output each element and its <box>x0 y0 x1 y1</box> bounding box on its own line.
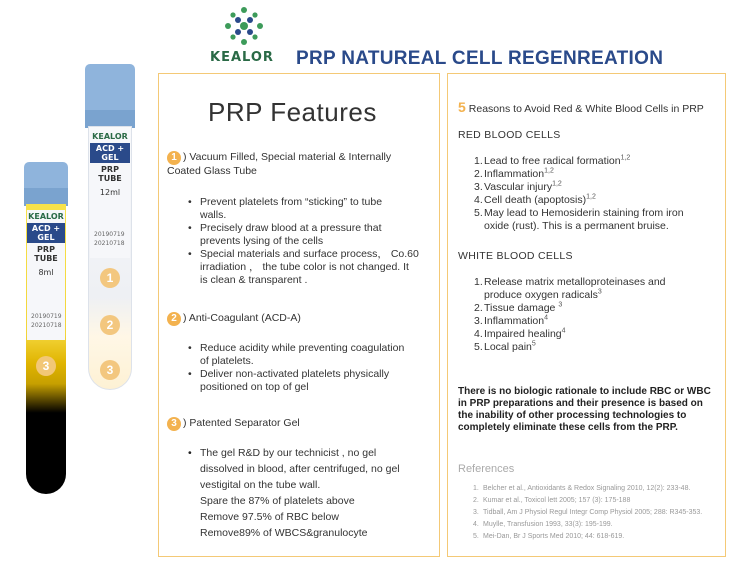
section-3-heading-text: ) Patented Separator Gel <box>183 417 300 429</box>
item-number: 5. <box>474 207 483 219</box>
bullet-text: Precisely draw blood at a pressure that <box>200 222 382 234</box>
small-tube-brand: KEALOR <box>28 212 64 221</box>
bullet-text: Special materials and surface process， Co.60 <box>200 248 419 260</box>
rationale-note: There is no biologic rationale to include RBC or WBC in PRP preparations and their presence is based on the inability of other processing technologies to completely eliminate these cells from the PRP. <box>458 386 711 433</box>
list-item <box>474 168 714 181</box>
gel-line: Spare the 87% of platelets above <box>200 495 355 507</box>
list-item <box>474 194 714 207</box>
features-title: PRP Features <box>208 97 377 127</box>
item-citation: 1,2 <box>620 154 631 162</box>
item-text: Impaired healing <box>484 328 562 340</box>
item-citation: 5 <box>531 340 536 348</box>
item-number: 1. <box>474 155 483 167</box>
item-text: Release matrix metalloproteinases and <box>484 276 666 288</box>
item-text: Vascular injury <box>484 181 553 193</box>
references-title: References <box>458 463 515 475</box>
item-citation: 4 <box>561 327 566 335</box>
rbc-list <box>474 155 714 233</box>
reasons-title-text: Reasons to Avoid Red & White Blood Cells in PRP <box>468 103 704 115</box>
item-text: Inflammation <box>484 315 545 327</box>
large-tube-volume: 12ml <box>99 188 121 197</box>
section-1-bullets <box>188 196 433 287</box>
reference-number: 2. <box>473 497 479 504</box>
wbc-heading: WHITE BLOOD CELLS <box>458 250 573 262</box>
reference-number: 5. <box>473 533 479 540</box>
reference-item <box>473 507 702 519</box>
item-number: 2. <box>474 302 483 314</box>
reference-text: Tidball, Am J Physiol Regul Integr Comp Physiol 2005; 288: R345-353. <box>483 509 703 516</box>
bullet-text: Reduce acidity while preventing coagulation <box>200 342 405 354</box>
item-number: 1. <box>474 276 483 288</box>
list-item <box>474 155 714 168</box>
small-tube-label <box>27 210 65 340</box>
item-number: 2. <box>474 168 483 180</box>
section-2-heading-text: ) Anti-Coagulant (ACD-A) <box>183 312 301 324</box>
large-tube-brand: KEALOR <box>92 132 128 141</box>
small-tube-type: ACD + GEL <box>27 223 65 243</box>
rbc-heading: RED BLOOD CELLS <box>458 129 561 141</box>
reference-text: Kumar et al., Toxicol lett 2005; 157 (3): 175-188 <box>483 497 631 504</box>
item-text: Lead to free radical formation <box>484 155 621 167</box>
small-tube-marker-3: 3 <box>36 356 56 376</box>
large-tube-type: ACD + GEL <box>90 143 130 163</box>
small-tube-cap <box>24 162 68 206</box>
small-tube-dates <box>31 312 62 330</box>
page-title: PRP NATUREAL CELL REGENREATION <box>296 48 664 69</box>
list-item <box>474 207 714 233</box>
large-tube-marker-1: 1 <box>100 268 120 288</box>
large-tube-date-1: 20190719 <box>94 231 125 238</box>
item-text: Local pain <box>484 341 532 353</box>
list-item <box>474 276 714 302</box>
bullet-text: positioned on top of gel <box>200 381 309 393</box>
item-text-continued: produce oxygen radicals <box>484 289 598 301</box>
small-tube-volume: 8ml <box>38 268 54 277</box>
reference-number: 3. <box>473 509 479 516</box>
small-tube-name: PRP TUBE <box>34 245 58 263</box>
large-tube-marker-3: 3 <box>100 360 120 380</box>
section-1-number: 1 <box>167 151 181 165</box>
gel-line: The gel R&D by our technicist , no gel <box>200 447 377 459</box>
list-item <box>474 315 714 328</box>
bullet-text: walls. <box>200 209 227 221</box>
section-2-number: 2 <box>167 312 181 326</box>
item-number: 4. <box>474 328 483 340</box>
item-text: Inflammation <box>484 168 545 180</box>
references-list <box>473 483 702 543</box>
large-tube-label <box>90 130 130 258</box>
small-tube-date-2: 20210718 <box>31 322 62 329</box>
item-citation: 1,2 <box>544 167 554 175</box>
reference-item <box>473 495 702 507</box>
reference-item <box>473 531 702 543</box>
item-number: 3. <box>474 315 483 327</box>
list-item <box>474 328 714 341</box>
list-item <box>188 222 433 248</box>
kealor-logo-icon <box>224 6 264 46</box>
bullet-text: Deliver non-activated platelets physically <box>200 368 390 380</box>
large-tube-name: PRP TUBE <box>98 165 122 183</box>
list-item <box>188 368 433 394</box>
list-item <box>474 302 714 315</box>
reference-number: 4. <box>473 521 479 528</box>
item-citation: 1,2 <box>552 180 562 188</box>
section-1-heading <box>167 151 391 178</box>
item-citation: 3 <box>597 288 602 296</box>
large-tube-dates <box>94 230 125 248</box>
gel-line: vestigital on the tube wall. <box>200 479 321 491</box>
item-text: Tissue damage <box>484 302 559 314</box>
list-item <box>188 248 433 287</box>
reasons-title <box>458 99 704 115</box>
features-panel <box>158 73 440 557</box>
item-number: 3. <box>474 181 483 193</box>
bullet-text: Prevent platelets from “sticking” to tube <box>200 196 383 208</box>
item-citation: 4 <box>544 314 549 322</box>
reference-text: Belcher et al., Antioxidants & Redox Signaling 2010, 12(2): 233-48. <box>483 485 691 492</box>
list-item <box>188 196 433 222</box>
item-text-continued: oxide (rust). This is a permanent bruise. <box>484 220 669 232</box>
logo-wordmark: KEALOR <box>210 50 274 65</box>
brand-logo <box>210 6 274 68</box>
section-3-number: 3 <box>167 417 181 431</box>
gel-line: Remove 97.5% of RBC below <box>200 511 339 523</box>
item-text: Cell death (apoptosis) <box>484 194 587 206</box>
bullet-text: of platelets. <box>200 355 254 367</box>
bullet-text: irradiation ， the tube color is not changed. It <box>200 261 409 273</box>
wbc-list <box>474 276 714 354</box>
item-citation: 3 <box>558 301 563 309</box>
gel-line: dissolved in blood, after centrifuged, no gel <box>200 463 400 475</box>
reference-text: Mei-Dan, Br J Sports Med 2010; 44: 618-619. <box>483 533 625 540</box>
reasons-title-number: 5 <box>458 99 466 115</box>
small-tube-date-1: 20190719 <box>31 313 62 320</box>
section-3-lines <box>200 447 400 540</box>
section-3-heading <box>167 417 300 431</box>
list-item <box>474 181 714 194</box>
large-tube-marker-2: 2 <box>100 315 120 335</box>
item-number: 4. <box>474 194 483 206</box>
reference-item <box>473 483 702 495</box>
item-number: 5. <box>474 341 483 353</box>
item-text: May lead to Hemosiderin staining from iron <box>484 207 684 219</box>
item-citation: 1,2 <box>586 193 596 201</box>
large-tube-cap <box>85 64 135 128</box>
section-3-bullet-dot: • <box>188 447 192 459</box>
bullet-text: is clean & transparent . <box>200 274 308 286</box>
reference-number: 1. <box>473 485 479 492</box>
bullet-text: prevents lysing of the cells <box>200 235 324 247</box>
reference-text: Muylle, Transfusion 1993, 33(3): 195-199. <box>483 521 613 528</box>
section-1-heading-line-2: Coated Glass Tube <box>167 165 257 177</box>
list-item <box>188 342 433 368</box>
gel-line: Remove89% of WBCS&granulocyte <box>200 527 368 539</box>
large-tube-date-2: 20210718 <box>94 240 125 247</box>
list-item <box>474 341 714 354</box>
section-2-bullets <box>188 342 433 394</box>
reasons-panel <box>447 73 726 557</box>
reference-item <box>473 519 702 531</box>
section-2-heading <box>167 312 301 326</box>
section-1-heading-line-1: ) Vacuum Filled, Special material & Internally <box>183 151 392 163</box>
